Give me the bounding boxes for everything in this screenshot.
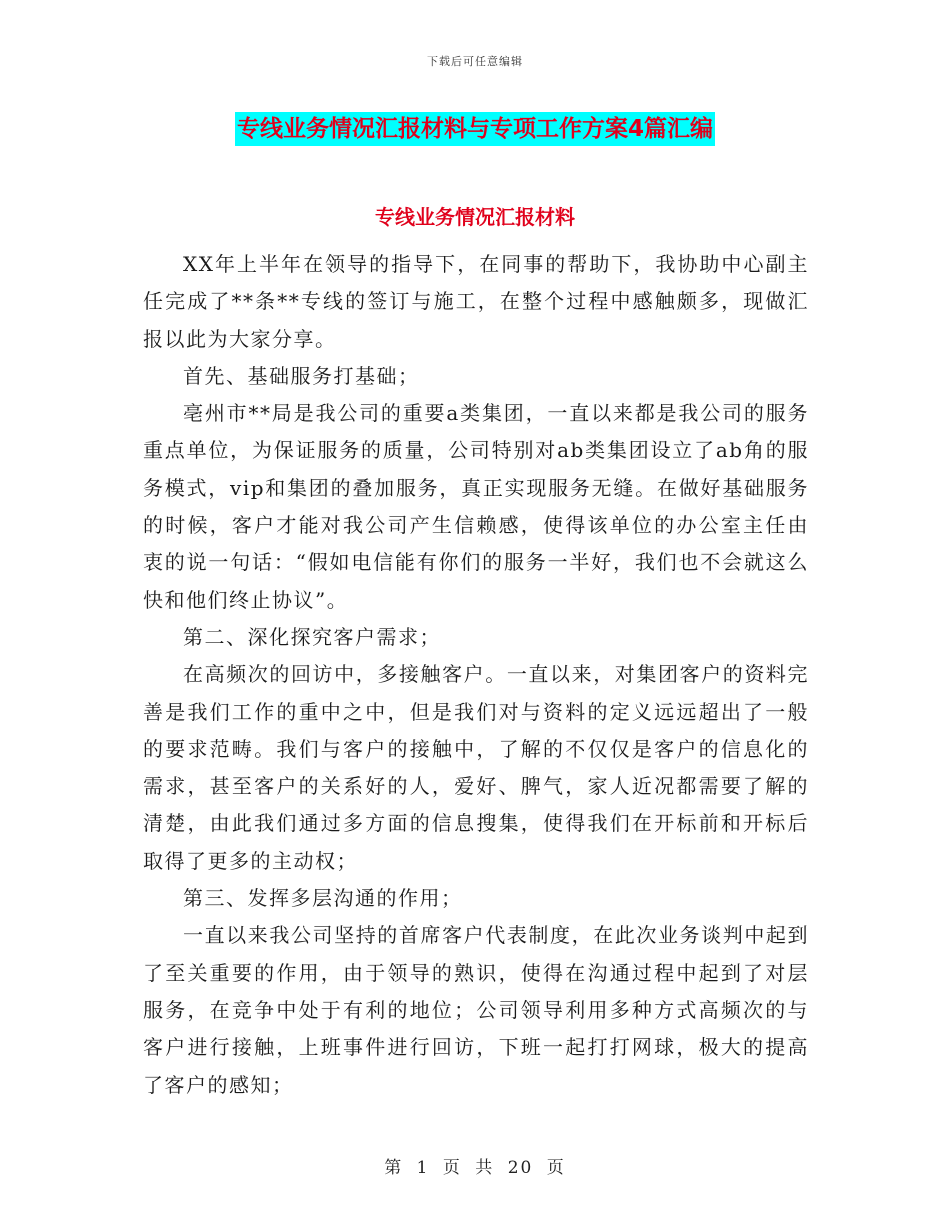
paragraph: XX年上半年在领导的指导下，在同事的帮助下，我协助中心副主任完成了**条**专线的签订与施工，在整个过程中感触颇多，现做汇报以此为大家分享。 [143, 252, 809, 351]
page-number: 第 1 页 共 20 页 [384, 1158, 566, 1178]
paragraph: 在高频次的回访中，多接触客户。一直以来，对集团客户的资料完善是我们工作的重中之中，但是我们对与资料的定义远远超出了一般的要求范畴。我们与客户的接触中，了解的不仅仅是客户的信息化的需求，甚至客户的关系好的人，爱好、脾气，家人近况都需要了解的清楚，由此我们通过多方面的信息搜集，使得我们在开标前和开标后取得了更多的主动权； [143, 662, 809, 873]
page-header-note: 下载后可任意编辑 [427, 55, 523, 68]
paragraph: 第三、发挥多层沟通的作用； [183, 886, 463, 911]
section-title: 专线业务情况汇报材料 [375, 205, 575, 229]
paragraph: 首先、基础服务打基础； [183, 363, 420, 388]
document-body [143, 246, 809, 1104]
title-container [0, 112, 950, 146]
paragraph: 亳州市**局是我公司的重要a类集团，一直以来都是我公司的服务重点单位，为保证服务的质量，公司特别对ab类集团设立了ab角的服务模式，vip和集团的叠加服务，真正实现服务无缝。在做好基础服务的时候，客户才能对我公司产生信赖感，使得该单位的办公室主任由衷的说一句话：“假如电信能有你们的服务一半好，我们也不会就这么快和他们终止协议”。 [143, 401, 809, 612]
paragraph: 一直以来我公司坚持的首席客户代表制度，在此次业务谈判中起到了至关重要的作用，由于领导的熟识，使得在沟通过程中起到了对层服务，在竞争中处于有利的地位；公司领导利用多种方式高频次的与客户进行接触，上班事件进行回访，下班一起打打网球，极大的提高了客户的感知； [143, 923, 809, 1097]
paragraph: 第二、深化探究客户需求； [183, 624, 441, 649]
document-title: 专线业务情况汇报材料与专项工作方案4篇汇编 [235, 112, 715, 146]
